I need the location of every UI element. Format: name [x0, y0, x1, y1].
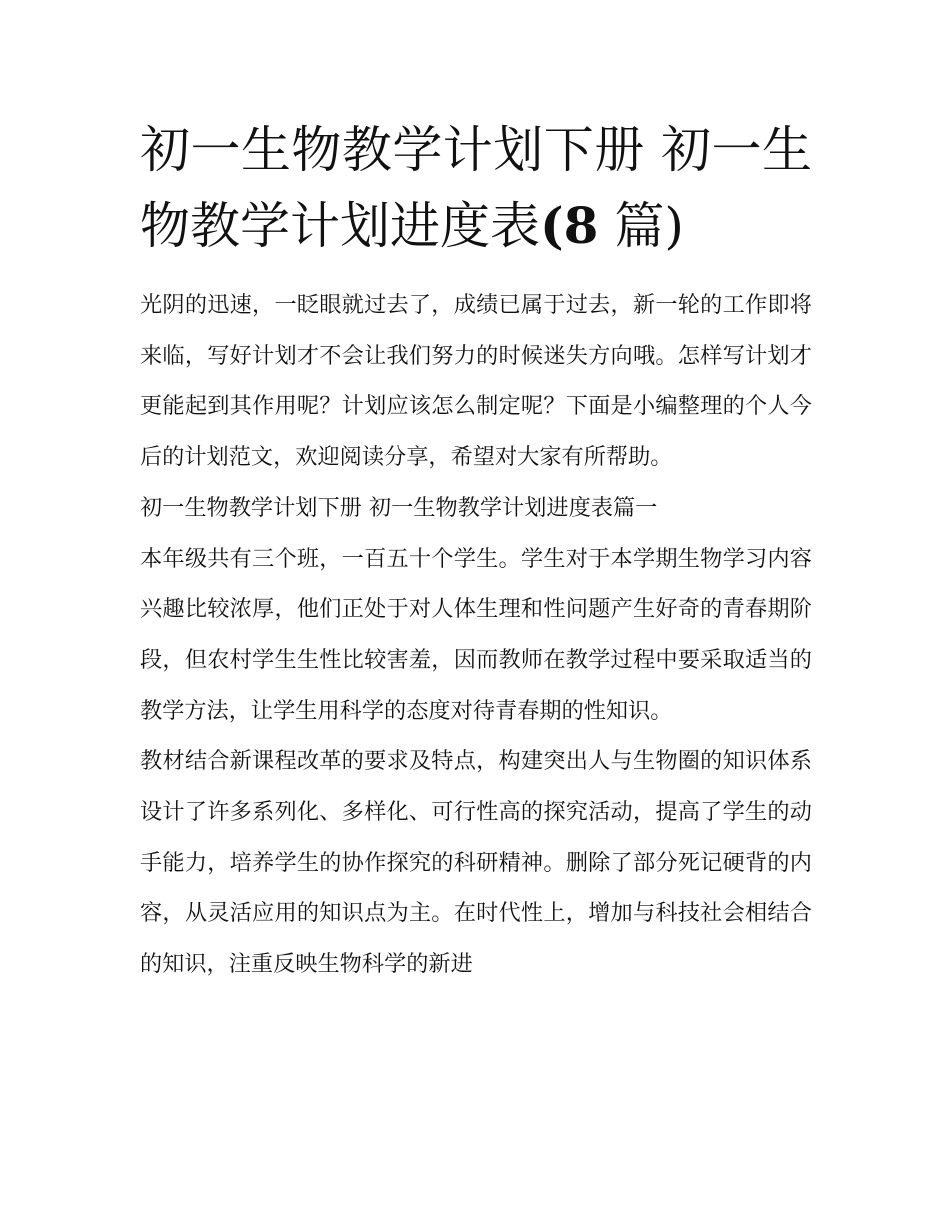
section-heading: 初一生物教学计划下册 初一生物教学计划进度表篇一	[140, 494, 658, 521]
document-title	[140, 112, 812, 264]
document-page	[140, 112, 812, 990]
title-text-count: (8	[540, 196, 599, 255]
body-paragraph-1: 本年级共有三个班，一百五十个学生。学生对于本学期生物学习内容兴趣比较浓厚，他们正处于对人体生理和性问题产生好奇的青春期阶段，但农村学生生性比较害羞，因而教师在教学过程中要采取适当的教学方法，让学生用科学的态度对待青春期的性知识。	[140, 545, 812, 724]
title-text-unit: 篇)	[598, 197, 684, 255]
title-text-main: 初一生物教学计划下册 初一生物教学计划进度表	[140, 121, 812, 255]
body-paragraph-2: 教材结合新课程改革的要求及特点，构建突出人与生物圈的知识体系设计了许多系列化、多样化、可行性高的探究活动，提高了学生的动手能力，培养学生的协作探究的科研精神。删除了部分死记硬背的内容，从灵活应用的知识点为主。在时代性上，增加与科技社会相结合的知识，注重反映生物科学的新进	[140, 748, 812, 978]
intro-paragraph: 光阴的迅速，一眨眼就过去了，成绩已属于过去，新一轮的工作即将来临，写好计划才不会让我们努力的时候迷失方向哦。怎样写计划才更能起到其作用呢？计划应该怎么制定呢？下面是小编整理的个人今后的计划范文，欢迎阅读分享，希望对大家有所帮助。	[140, 292, 812, 471]
